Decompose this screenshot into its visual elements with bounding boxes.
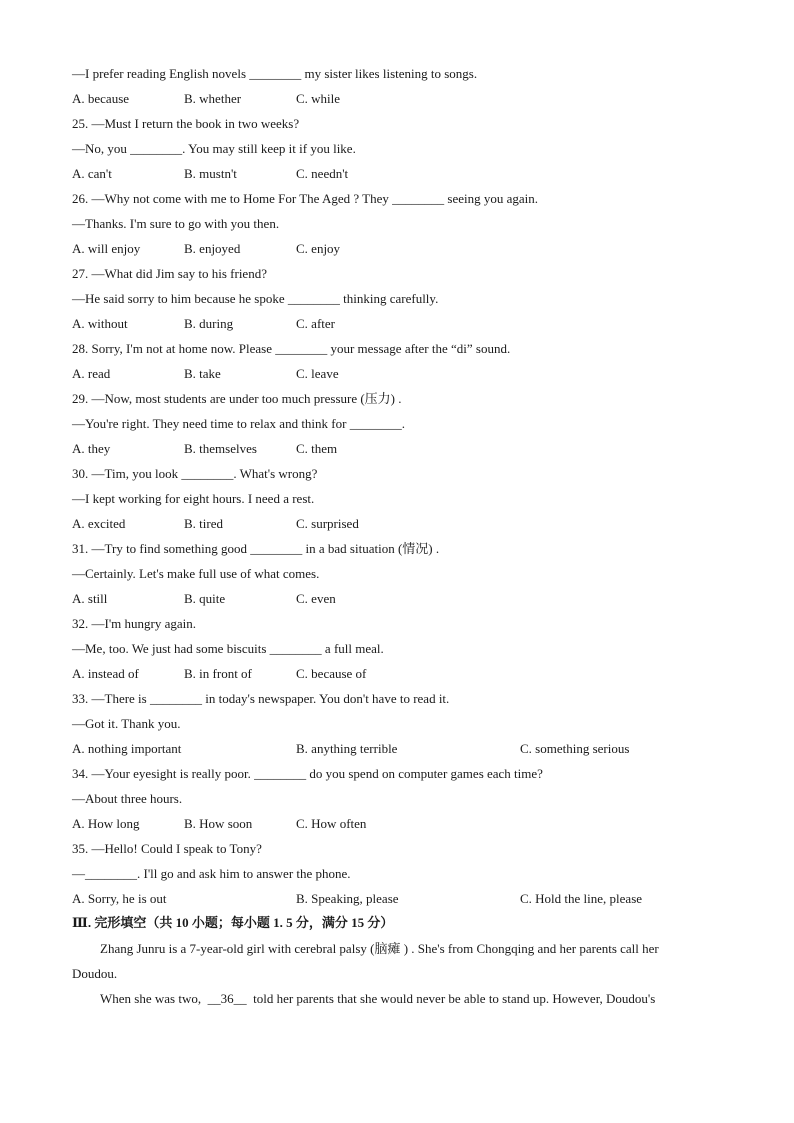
question-26-stem: 26. —Why not come with me to Home For The Aged ? They ________ seeing you again.	[72, 191, 538, 206]
option-b[interactable]: B. tired	[184, 516, 223, 531]
option-a[interactable]: A. can't	[72, 166, 112, 181]
option-b[interactable]: B. mustn't	[184, 166, 237, 181]
option-c[interactable]: C. leave	[296, 366, 339, 381]
option-a[interactable]: A. read	[72, 366, 111, 381]
question-27-stem: —He said sorry to him because he spoke ________ thinking carefully.	[72, 291, 439, 306]
question-25-prompt: 25. —Must I return the book in two weeks?	[72, 116, 300, 131]
option-b[interactable]: B. in front of	[184, 666, 252, 681]
passage-text: told her parents that she would never be able to stand up. However, Doudou's	[246, 991, 656, 1006]
question-30-stem: 30. —Tim, you look ________. What's wrong?	[72, 466, 318, 481]
option-b[interactable]: B. Speaking, please	[296, 891, 399, 906]
option-c[interactable]: C. while	[296, 91, 341, 106]
question-32-prompt: 32. —I'm hungry again.	[72, 616, 197, 631]
question-33-stem: 33. —There is ________ in today's newspaper. You don't have to read it.	[72, 691, 450, 706]
option-c[interactable]: C. Hold the line, please	[520, 891, 643, 906]
passage-paragraph-2	[100, 991, 655, 1007]
option-b[interactable]: B. quite	[184, 591, 226, 606]
section-3-heading: Ⅲ. 完形填空（共 10 小题；每小题 1. 5 分，满分 15 分）	[72, 915, 394, 930]
blank-36[interactable]: __36__	[207, 991, 247, 1006]
question-26-reply: —Thanks. I'm sure to go with you then.	[72, 216, 280, 231]
option-a[interactable]: A. without	[72, 316, 128, 331]
option-a[interactable]: A. still	[72, 591, 108, 606]
option-c[interactable]: C. after	[296, 316, 335, 331]
option-a[interactable]: A. excited	[72, 516, 126, 531]
option-a[interactable]: A. because	[72, 91, 130, 106]
passage-paragraph-1-line-2: Doudou.	[72, 966, 118, 981]
passage-text: When she was two,	[100, 991, 208, 1006]
question-35-prompt: 35. —Hello! Could I speak to Tony?	[72, 841, 262, 856]
option-b[interactable]: B. How soon	[184, 816, 253, 831]
option-b[interactable]: B. anything terrible	[296, 741, 398, 756]
option-b[interactable]: B. enjoyed	[184, 241, 241, 256]
option-a[interactable]: A. How long	[72, 816, 140, 831]
option-c[interactable]: C. because of	[296, 666, 367, 681]
question-24-stem: —I prefer reading English novels ________ my sister likes listening to songs.	[72, 66, 478, 81]
option-b[interactable]: B. themselves	[184, 441, 257, 456]
option-c[interactable]: C. needn't	[296, 166, 349, 181]
option-c[interactable]: C. them	[296, 441, 338, 456]
option-a[interactable]: A. instead of	[72, 666, 139, 681]
question-31-stem: 31. —Try to find something good ________ in a bad situation (情况) .	[72, 541, 440, 556]
option-b[interactable]: B. take	[184, 366, 221, 381]
option-b[interactable]: B. whether	[184, 91, 242, 106]
option-c[interactable]: C. How often	[296, 816, 367, 831]
question-35-stem: —________. I'll go and ask him to answer the phone.	[72, 866, 351, 881]
question-33-reply: —Got it. Thank you.	[72, 716, 181, 731]
option-a[interactable]: A. nothing important	[72, 741, 182, 756]
question-34-reply: —About three hours.	[72, 791, 183, 806]
question-32-stem: —Me, too. We just had some biscuits ________ a full meal.	[72, 641, 384, 656]
question-34-stem: 34. —Your eyesight is really poor. ________ do you spend on computer games each time?	[72, 766, 543, 781]
passage-paragraph-1-line-1: Zhang Junru is a 7-year-old girl with cerebral palsy (脑瘫 ) . She's from Chongqing and her parents call her	[100, 941, 659, 956]
question-28-stem: 28. Sorry, I'm not at home now. Please ________ your message after the “di” sound.	[72, 341, 511, 356]
option-a[interactable]: A. will enjoy	[72, 241, 141, 256]
option-b[interactable]: B. during	[184, 316, 234, 331]
option-c[interactable]: C. something serious	[520, 741, 630, 756]
option-a[interactable]: A. Sorry, he is out	[72, 891, 167, 906]
option-a[interactable]: A. they	[72, 441, 111, 456]
option-c[interactable]: C. surprised	[296, 516, 359, 531]
question-30-reply: —I kept working for eight hours. I need a rest.	[72, 491, 315, 506]
question-29-stem: —You're right. They need time to relax and think for ________.	[72, 416, 405, 431]
question-27-prompt: 27. —What did Jim say to his friend?	[72, 266, 267, 281]
question-29-prompt: 29. —Now, most students are under too much pressure (压力) .	[72, 391, 402, 406]
question-31-reply: —Certainly. Let's make full use of what comes.	[72, 566, 320, 581]
option-c[interactable]: C. even	[296, 591, 336, 606]
question-25-stem: —No, you ________. You may still keep it if you like.	[72, 141, 356, 156]
option-c[interactable]: C. enjoy	[296, 241, 341, 256]
